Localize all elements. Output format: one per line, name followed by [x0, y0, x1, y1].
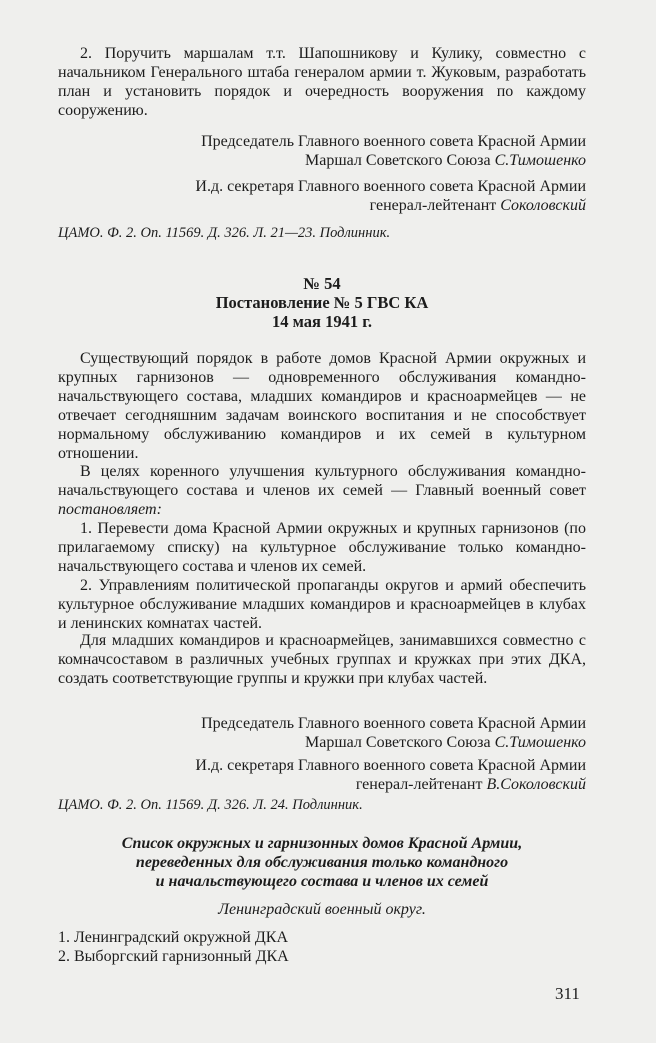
signature-rank: генерал-лейтенант В.Соколовский: [355, 776, 586, 793]
signature-name: С.Тимошенко: [494, 152, 586, 169]
resolution-item-1: 1. Перевести дома Красной Армии окружных и крупных гарнизонов (по прилагаемому списку) на культурное обслуживание только командно-начальствующего состава и членов их семей.: [58, 520, 586, 575]
paragraph: Для младших командиров и красноармейцев, занимавшихся совместно с комначсоставом в различных учебных группах и кружках при этих ДКА, создать соответствующие группы и кружки при клубах частей.: [58, 632, 586, 687]
list-title-line: Список окружных и гарнизонных домов Красной Армии,: [121, 835, 523, 852]
paragraph: Существующий порядок в работе домов Красной Армии окружных и крупных гарнизонов — одновременного обслуживания командно-начальствующего состава, младших командиров и красноармейцев — не отвечает сегодняшним задачам воинского воспитания и не способствует нормальному обслуживанию командиров и их семей в культурном отношении.: [58, 350, 586, 462]
signature-rank: Маршал Советского Союза С.Тимошенко: [305, 734, 586, 751]
signature-block-1: [58, 132, 586, 170]
signature-title: Председатель Главного военного совета Красной Армии: [201, 715, 586, 732]
signature-block-2: [58, 714, 586, 752]
document-title: Постановление № 5 ГВС КА: [215, 293, 429, 312]
paragraph: В целях коренного улучшения культурного обслуживания командно-начальствующего состава и членов их семей — Главный военный совет постановляет:: [58, 463, 586, 518]
signature-rank: Маршал Советского Союза С.Тимошенко: [305, 152, 586, 169]
document-number: № 54: [303, 274, 341, 293]
signature-rank: генерал-лейтенант Соколовский: [369, 197, 586, 214]
signature-block-2b: [58, 756, 586, 794]
list-title-line: и начальствующего состава и членов их семей: [155, 873, 489, 890]
district-heading: Ленинградский военный округ.: [218, 901, 426, 918]
archive-citation: ЦАМО. Ф. 2. Оп. 11569. Д. 326. Л. 24. Подлинник.: [58, 797, 363, 813]
signature-title: И.д. секретаря Главного военного совета Красной Армии: [195, 757, 586, 774]
resolution-keyword: постановляет:: [58, 501, 162, 518]
signature-name: Соколовский: [500, 197, 586, 214]
resolution-item-2: 2. Управлениям политической пропаганды округов и армий обеспечить культурное обслуживание младших командиров и красноармейцев в клубах и ленинских комнатах частей.: [58, 577, 586, 632]
archive-citation: ЦАМО. Ф. 2. Оп. 11569. Д. 326. Л. 21—23. Подлинник.: [58, 225, 391, 241]
document-date: 14 мая 1941 г.: [272, 312, 372, 331]
list-title-line: переведенных для обслуживания только командного: [135, 854, 509, 871]
list-item: 1. Ленинградский окружной ДКА: [58, 929, 289, 946]
signature-name: В.Соколовский: [486, 776, 586, 793]
signature-block-1b: [58, 177, 586, 215]
signature-title: Председатель Главного военного совета Красной Армии: [201, 133, 586, 150]
signature-title: И.д. секретаря Главного военного совета Красной Армии: [195, 178, 586, 195]
signature-name: С.Тимошенко: [494, 734, 586, 751]
paragraph-item-2: 2. Поручить маршалам т.т. Шапошникову и Кулику, совместно с начальником Генерального штаба генералом армии т. Жуковым, разработать план и установить порядок и очередность вооружения по каждому сооружению.: [58, 45, 586, 119]
list-item: 2. Выборгский гарнизонный ДКА: [58, 948, 289, 965]
page-number: 311: [555, 984, 580, 1003]
